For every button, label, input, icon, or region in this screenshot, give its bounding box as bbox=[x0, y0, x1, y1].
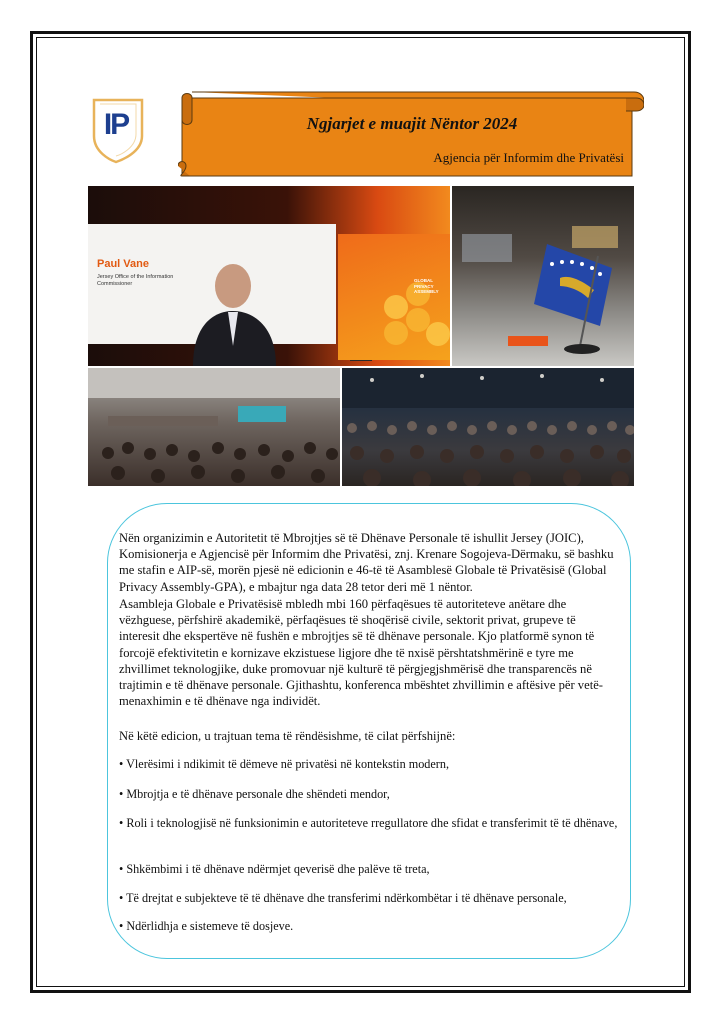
ip-logo bbox=[92, 98, 147, 164]
article-paragraph-2: Asambleja Globale e Privatësisë mbledh mbi 160 përfaqësues të autoriteteve anëtare dhe vëzhguese, përfshirë akademikë, përfaqësues të shoqërisë civile, sektorit privat, grupeve të interesit dhe ekspertëve në fushën e mbrojtjes së të dhënave personale. Kjo platformë synon të forcojë efektivitetin e kornizave ekzistuese ligjore dhe të nxisë përshtatshmërinë e tyre me zhvillimet teknologjike, duke promovuar një kulturë të përgjegjshmërisë dhe transparencës në trajtimin e të dhënave personale. Gjithashtu, konferenca mbështet zhvillimin e aftësive për vetë-menaxhimin e të dhënave nga individët. bbox=[119, 597, 603, 709]
logo-text: IP bbox=[103, 108, 129, 141]
gpa-screen bbox=[338, 234, 450, 360]
photo-kosovo-flag bbox=[452, 186, 634, 366]
audience-icon bbox=[342, 368, 634, 486]
article-paragraph-3: Në këtë edicion, u trajtuan tema të rëndësishme, të cilat përfshijnë: bbox=[119, 729, 456, 743]
topic-bullet-2: • Mbrojtja e të dhënave personale dhe shëndeti mendor, bbox=[119, 787, 390, 801]
gpa-logo-text: GLOBAL PRIVACY ASSEMBLY bbox=[414, 278, 439, 294]
photo-audience bbox=[342, 368, 634, 486]
newsletter-title: Ngjarjet e muajit Nëntor 2024 bbox=[306, 114, 518, 133]
photo-conference-hall bbox=[88, 368, 340, 486]
hexagon-pattern-icon bbox=[338, 234, 450, 360]
article-paragraph-1: Nën organizimin e Autoritetit të Mbrojtjes së të Dhënave Personale të ishullit Jersey (JOIC), Komisionerja e Agjencisë për Informim dhe Privatësi, znj. Krenare Sogojeva-Dërmaku, së bashku me stafin e AIP-së, morën pjesë në edicionin e 46-të të Asamblesë Globale të Privatësisë (Global Privacy Assembly-GPA), e mbajtur nga data 28 tetor deri më 1 nëntor. bbox=[119, 531, 614, 594]
topic-bullet-6: • Ndërlidhja e sistemeve të dosjeve. bbox=[119, 919, 294, 933]
agency-name: Agjencia për Informim dhe Privatësi bbox=[433, 150, 624, 165]
kosovo-flag-icon bbox=[452, 186, 634, 366]
topic-bullet-5: • Të drejtat e subjekteve të të dhënave dhe transferimi ndërkombëtar i të dhënave personale, bbox=[119, 891, 567, 905]
photo-speaker-stage bbox=[88, 186, 450, 366]
speaker-name: Paul Vane bbox=[97, 258, 149, 270]
topic-bullet-1: • Vlerësimi i ndikimit të dëmeve në privatësi në kontekstin modern, bbox=[119, 757, 449, 771]
conference-hall-icon bbox=[88, 368, 340, 486]
topic-bullet-3: • Roli i teknologjisë në funksionimin e autoriteteve rregullatore dhe sfidat e transferimit të të dhënave, bbox=[119, 816, 618, 830]
topic-bullet-4: • Shkëmbimi i të dhënave ndërmjet qeverisë dhe palëve të treta, bbox=[119, 862, 430, 876]
speaker-role: Jersey Office of the Information Commissioner bbox=[97, 274, 174, 287]
